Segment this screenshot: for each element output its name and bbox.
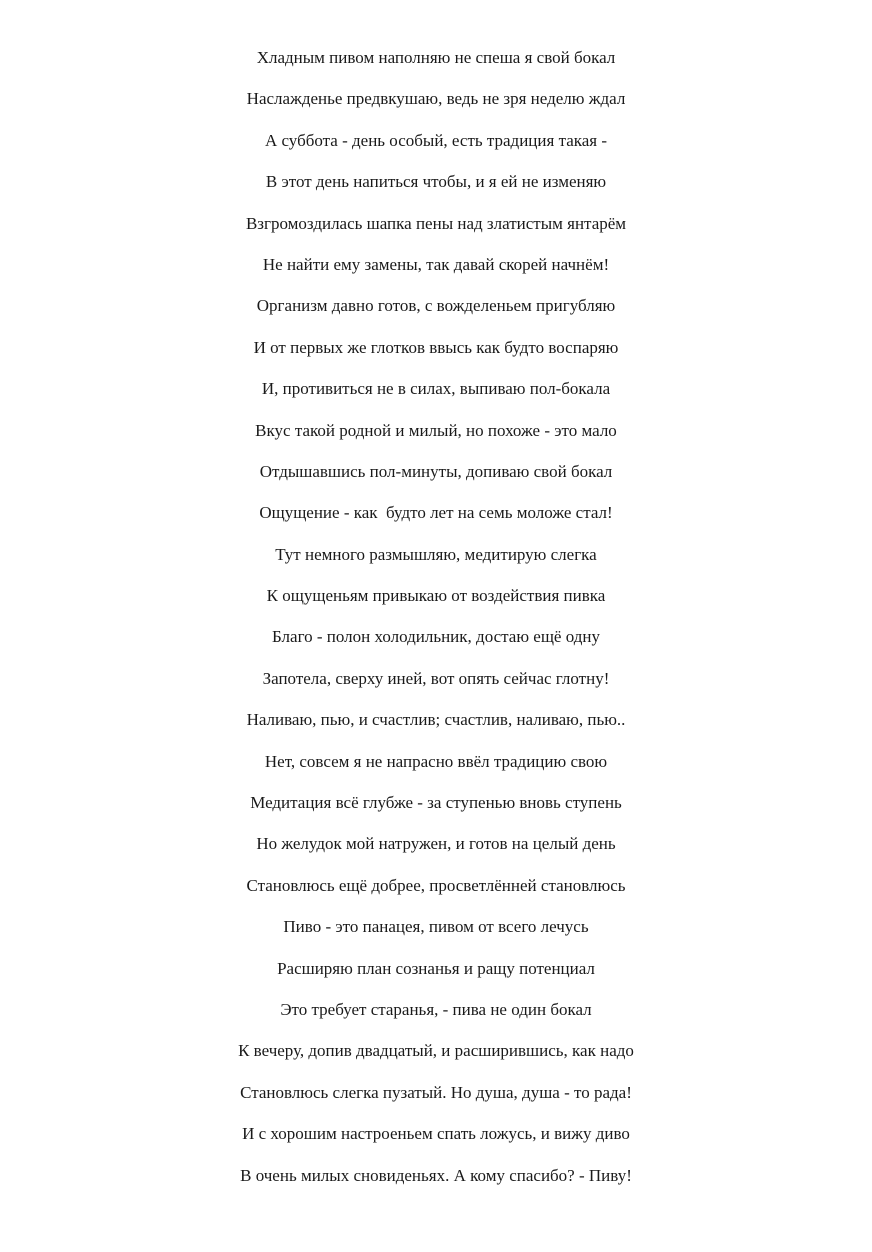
- poem-line-25: К вечеру, допив двадцатый, и расширившись, как надо: [238, 1041, 634, 1061]
- poem-line-13: Тут немного размышляю, медитирую слегка: [275, 544, 597, 564]
- poem-line-26: Становлюсь слегка пузатый. Но душа, душа - то рада!: [240, 1082, 632, 1102]
- poem-line-18: Нет, совсем я не напрасно ввёл традицию свою: [264, 751, 608, 771]
- poem-line-17: Наливаю, пью, и счастлив; счастлив, наливаю, пью..: [246, 710, 626, 730]
- poem-line-5: Взгромоздилась шапка пены над златистым янтарём: [245, 213, 627, 233]
- poem-line-19: Медитация всё глубже - за ступенью вновь ступень: [250, 793, 622, 813]
- poem-line-28: В очень милых сновиденьях. А кому спасибо? - Пиву!: [240, 1165, 632, 1185]
- poem-line-14: К ощущеньям привыкаю от воздействия пивка: [266, 586, 606, 606]
- poem-line-23: Расширяю план сознанья и ращу потенциал: [277, 958, 595, 978]
- poem-line-15: Благо - полон холодильник, достаю ещё одну: [272, 627, 600, 647]
- poem-line-6: Не найти ему замены, так давай скорей начнём!: [262, 254, 610, 274]
- poem-line-8: И от первых же глотков ввысь как будто воспаряю: [253, 337, 619, 357]
- poem-line-11: Отдышавшись пол-минуты, допиваю свой бокал: [259, 461, 613, 481]
- poem-line-27: И с хорошим настроеньем спать ложусь, и вижу диво: [242, 1124, 630, 1144]
- poem-line-21: Становлюсь ещё добрее, просветлённей становлюсь: [246, 875, 626, 895]
- poem-line-9: И, противиться не в силах, выпиваю пол-бокала: [261, 379, 611, 399]
- poem-line-2: Наслажденье предвкушаю, ведь не зря неделю ждал: [246, 89, 626, 109]
- poem-line-24: Это требует старанья, - пива не один бокал: [280, 999, 592, 1019]
- poem-line-20: Но желудок мой натружен, и готов на целый день: [256, 834, 616, 854]
- poem-line-4: В этот день напиться чтобы, и я ей не изменяю: [265, 172, 607, 192]
- poem-line-10: Вкус такой родной и милый, но похоже - это мало: [255, 420, 617, 440]
- poem-line-7: Организм давно готов, с вожделеньем пригубляю: [256, 296, 616, 316]
- poem-line-12: Ощущение - как будто лет на семь моложе стал!: [259, 503, 613, 523]
- poem-line-22: Пиво - это панацея, пивом от всего лечусь: [283, 917, 589, 937]
- poem-line-3: А суббота - день особый, есть традиция такая -: [264, 130, 608, 150]
- poem-line-1: Хладным пивом наполняю не спеша я свой бокал: [256, 48, 616, 67]
- poem-line-16: Запотела, сверху иней, вот опять сейчас глотну!: [262, 668, 610, 688]
- poem-body: [0, 47, 872, 1206]
